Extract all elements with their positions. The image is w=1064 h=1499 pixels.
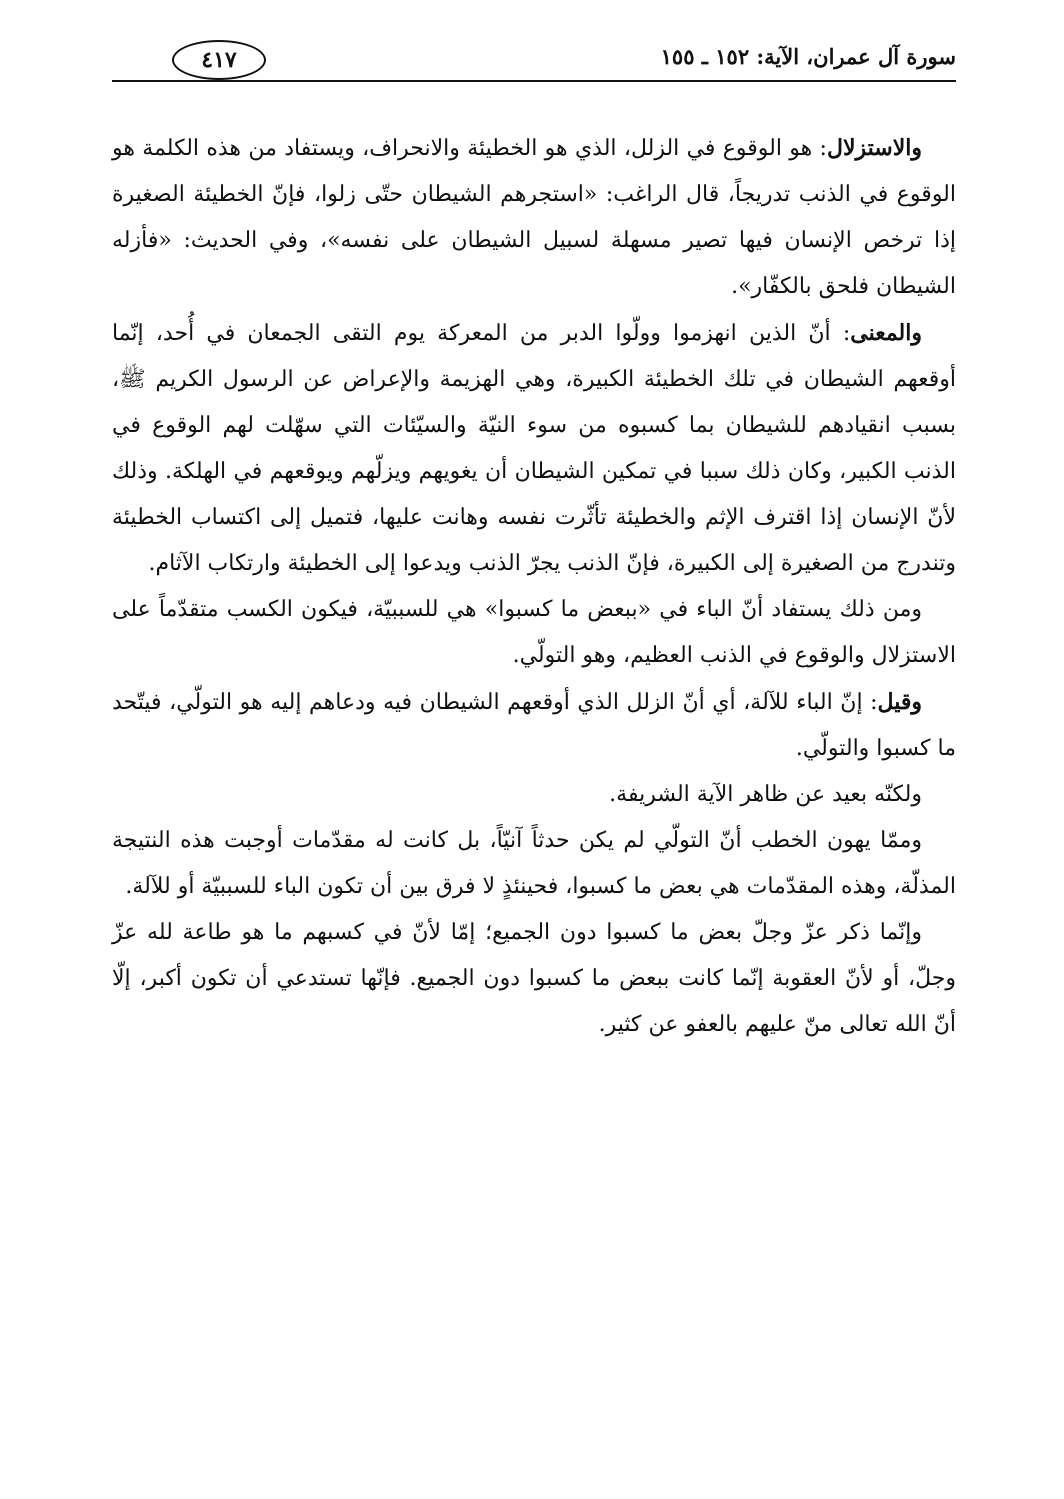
paragraph (112, 818, 956, 910)
header-rule (112, 80, 956, 82)
paragraph (112, 772, 956, 818)
paragraph-text: ولكنّه بعيد عن ظاهر الآية الشريفة. (609, 782, 922, 807)
running-title: سورة آل عمران، الآية: ١٥٢ ـ ١٥٥ (660, 44, 956, 69)
paragraph (112, 910, 956, 1048)
keyword: والاستزلال (826, 135, 922, 161)
body-text (112, 125, 956, 1048)
paragraph (112, 587, 956, 679)
paragraph (112, 125, 956, 310)
page-header (112, 38, 956, 84)
paragraph-text: : إنّ الباء للآلة، أي أنّ الزلل الذي أوقعهم الشيطان فيه ودعاهم إليه هو التولّي، فيتّحد ما كسبوا والتولّي. (112, 690, 956, 761)
paragraph-text: وممّا يهون الخطب أنّ التولّي لم يكن حدثاً آنيّاً، بل كانت له مقدّمات أوجبت هذه النتيجة المذلّة، وهذه المقدّمات هي بعض ما كسبوا، فحينئذٍ لا فرق بين أن تكون الباء للسببيّة أو للآلة. (112, 828, 956, 899)
paragraph-text: وإنّما ذكر عزّ وجلّ بعض ما كسبوا دون الجميع؛ إمّا لأنّ في كسبهم ما هو طاعة لله عزّ وجلّ، أو لأنّ العقوبة إنّما كانت ببعض ما كسبوا دون الجميع. فإنّها تستدعي أن تكون أكبر، إلّا أنّ الله تعالى منّ عليهم بالعفو عن كثير. (112, 920, 956, 1037)
paragraph (112, 679, 956, 772)
keyword: والمعنى (850, 320, 922, 346)
keyword: وقيل (877, 689, 922, 715)
paragraph-text: ومن ذلك يستفاد أنّ الباء في «ببعض ما كسبوا» هي للسببيّة، فيكون الكسب متقدّماً على الاستزلال والوقوع في الذنب العظيم، وهو التولّي. (112, 597, 956, 668)
paragraph-text: : أنّ الذين انهزموا وولّوا الدبر من المعركة يوم التقى الجمعان في أُحد، إنّما أوقعهم الشيطان في تلك الخطيئة الكبيرة، وهي الهزيمة والإعراض عن الرسول الكريم ﷺ، بسبب انقيادهم للشيطان بما كسبوه من سوء النيّة والسيّئات التي سهّلت لهم الوقوع في الذنب الكبير، وكان ذلك سببا في تمكين الشيطان أن يغويهم ويزلّهم ويوقعهم في الهلكة. وذلك لأنّ الإنسان إذا اقترف الإثم والخطيئة تأثّرت نفسه وهانت عليها، فتميل إلى اكتساب الخطيئة وتندرج من الصغيرة إلى الكبيرة، فإنّ الذنب يجرّ الذنب ويدعوا إلى الخطيئة وارتكاب الآثام. (112, 321, 956, 576)
paragraph (112, 310, 956, 587)
page-number: ٤١٧ (172, 40, 266, 80)
paragraph-text: : هو الوقوع في الزلل، الذي هو الخطيئة والانحراف، ويستفاد من هذه الكلمة هو الوقوع في الذنب تدريجاً، قال الراغب: «استجرهم الشيطان حتّى زلوا، فإنّ الخطيئة الصغيرة إذا ترخص الإنسان فيها تصير مسهلة لسبيل الشيطان على نفسه»، وفي الحديث: «فأزله الشيطان فلحق بالكفّار». (112, 136, 956, 299)
